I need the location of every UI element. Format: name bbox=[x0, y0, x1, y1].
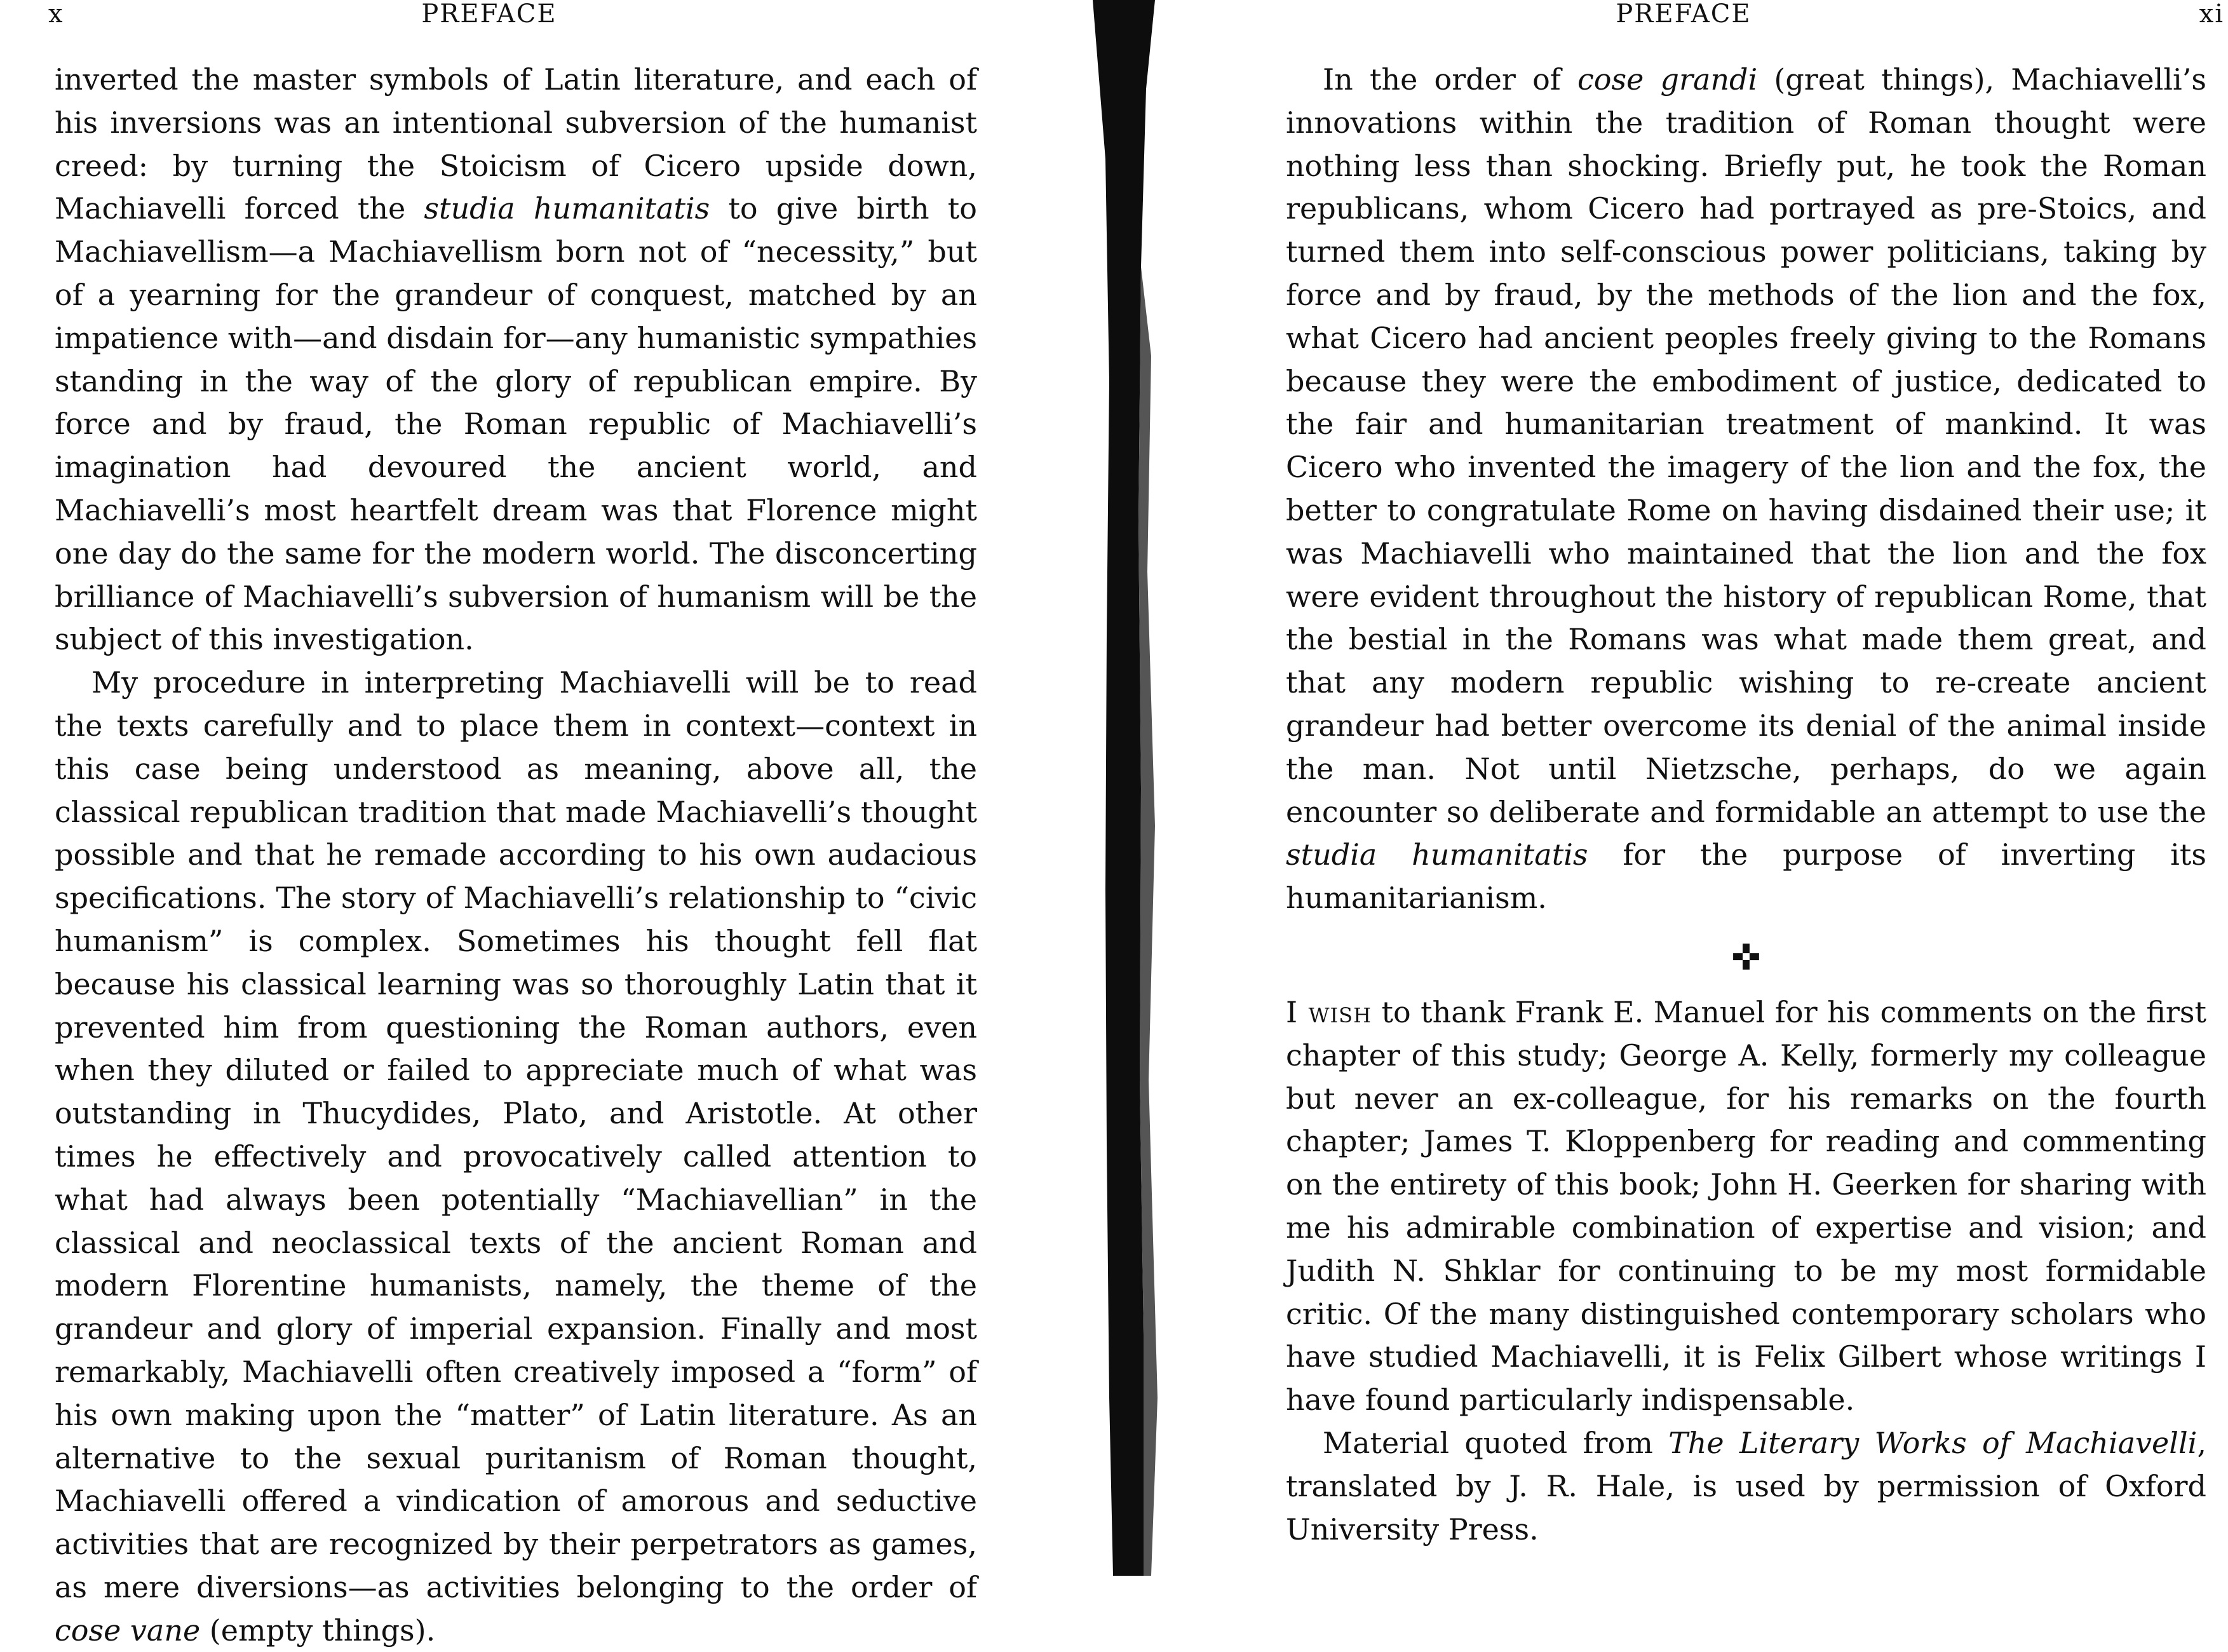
page-number-left: x bbox=[48, 0, 64, 29]
paragraph: In the order of cose grandi (great things), Machiavelli’s innovations within the tradition of Roman thought were nothing less than shocking. Briefly put, he took the Roman republicans, whom Cicero had portrayed as pre-Stoics, and turned them into self-conscious power politicians, taking by force and by fraud, by the methods of the lion and the fox, what Cicero had ancient peoples freely giving to the Romans because they were the embodiment of justice, dedicated to the fair and humanitarian treatment of mankind. It was Cicero who invented the imagery of the lion and the fox, the better to congratulate Rome on having disdained their use; it was Machiavelli who maintained that the lion and the fox were evident throughout the history of republican Rome, that the bestial in the Romans was what made them great, and that any modern republic wishing to re-create ancient grandeur had better overcome its denial of the animal inside the man. Not until Nietzsche, perhaps, do we again encounter so deliberate and formidable an attempt to use the studia humanitatis for the purpose of inverting its humanitarianism. bbox=[1286, 62, 2206, 916]
left-page bbox=[0, 0, 1093, 1648]
left-text-block bbox=[55, 58, 977, 1652]
running-head-title-right: PREFACE bbox=[1616, 0, 1752, 29]
acknowledgments-paragraph bbox=[1286, 991, 2206, 1422]
book-gutter-shadow bbox=[1080, 0, 1169, 1576]
running-head-title-left: PREFACE bbox=[421, 0, 557, 29]
acknowledgments-lead: I wish bbox=[1286, 994, 1372, 1029]
right-text-block bbox=[1286, 58, 2206, 1551]
paragraph: inverted the master symbols of Latin literature, and each of his inversions was an intentional subversion of the humanist creed: by turning the Stoicism of Cicero upside down, Machiavelli forced the studia humanitatis to give birth to Machiavellism—a Machiavellism born not of “necessity,” but of a yearning for the grandeur of conquest, matched by an impatience with—and disdain for—any humanistic sympathies standing in the way of the glory of republican empire. By force and by fraud, the Roman republic of Machiavelli’s imagination had devoured the ancient world, and Machiavelli’s most heartfelt dream was that Florence might one day do the same for the modern world. The disconcerting brilliance of Machiavelli’s subversion of humanism will be the subject of this investigation. bbox=[55, 62, 977, 657]
paragraph: My procedure in interpreting Machiavelli will be to read the texts carefully and to place them in context—context in this case being understood as meaning, above all, the classical republican tradition that made Machiavelli’s thought possible and that he remade according to his own audacious specifications. The story of Machiavelli’s relationship to “civic humanism” is complex. Sometimes his thought fell flat because his classical learning was so thoroughly Latin that it prevented him from questioning the Roman authors, even when they diluted or failed to appreciate much of what was outstanding in Thucydides, Plato, and Aristotle. At other times he effectively and provocatively called attention to what had always been potentially “Machiavellian” in the classical and neoclassical texts of the ancient Roman and modern Florentine humanists, namely, the theme of the grandeur and glory of imperial expansion. Finally and most remarkably, Machiavelli often creatively imposed a “form” of his own making upon the “matter” of Latin literature. As an alternative to the sexual puritanism of Roman thought, Machiavelli offered a vindication of amorous and seductive activities that are recognized by their perpetrators as games, as mere diversions—as activities belonging to the order of cose vane (empty things). bbox=[55, 665, 977, 1648]
section-break-ornament: ✜ bbox=[1731, 937, 1761, 978]
right-running-head bbox=[1169, 1, 2228, 27]
right-page bbox=[1169, 0, 2228, 1576]
page-number-right: xi bbox=[2199, 0, 2224, 29]
permission-paragraph: Material quoted from The Literary Works of Machiavelli, translated by J. R. Hale, is used by permission of Oxford University Press. bbox=[1286, 1425, 2206, 1547]
left-running-head bbox=[0, 1, 1093, 27]
acknowledgments-text: to thank Frank E. Manuel for his comments on the first chapter of this study; George A. Kelly, formerly my colleague but never an ex-colleague, for his remarks on the fourth chapter; James T. Kloppenberg for reading and commenting on the entirety of this book; John H. Geerken for sharing with me his admirable combination of expertise and vision; and Judith N. Shklar for continuing to be my most formidable critic. Of the many distinguished contemporary scholars who have studied Machiavelli, it is Felix Gilbert whose writings I have found particularly indispensable. bbox=[1286, 994, 2206, 1418]
